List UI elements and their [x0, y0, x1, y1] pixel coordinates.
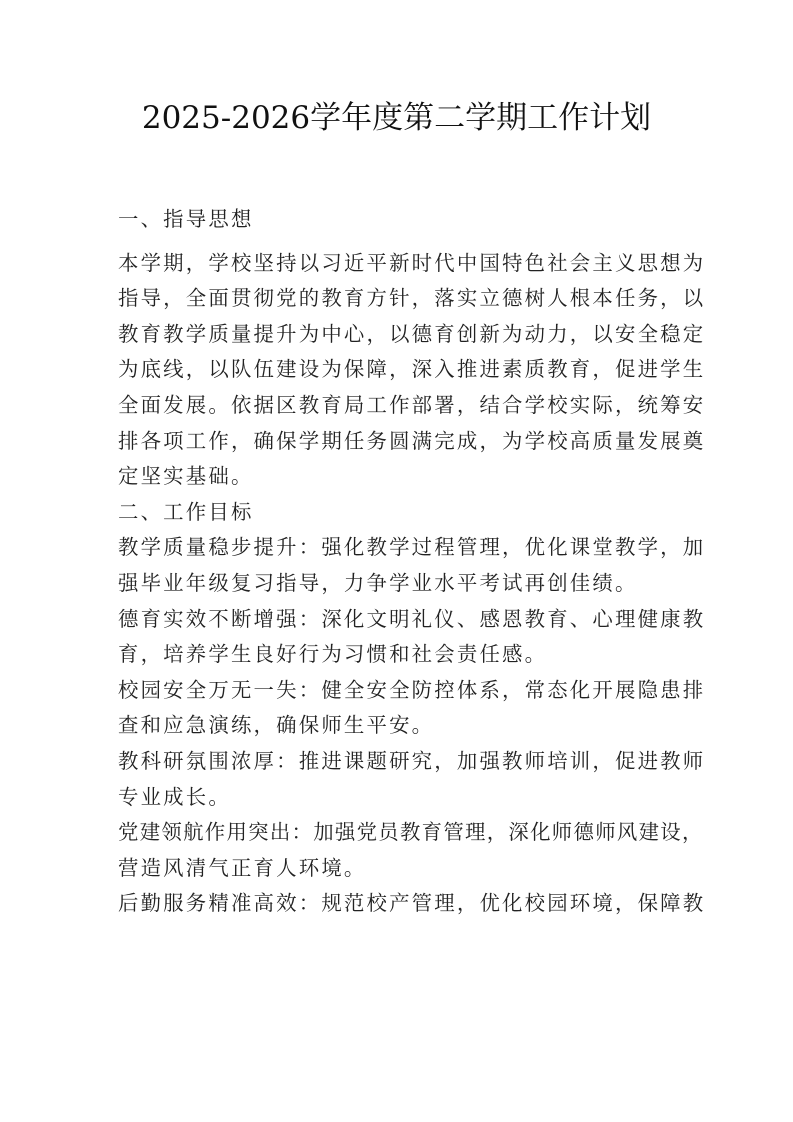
goal-item-line: 强毕业年级复习指导，力争学业水平考试再创佳绩。 — [118, 571, 638, 595]
goal-item-line: 教科研氛围浓厚：推进课题研究，加强教师培训，促进教师 — [118, 749, 706, 773]
goal-item-line: 专业成长。 — [118, 785, 231, 809]
goal-item-line: 育，培养学生良好行为习惯和社会责任感。 — [118, 642, 548, 666]
goal-item-line: 教学质量稳步提升：强化教学过程管理，优化课堂教学，加 — [118, 535, 706, 559]
paragraph-line: 排各项工作，确保学期任务圆满完成，为学校高质量发展奠 — [118, 429, 706, 453]
section-heading-guiding-ideology: 一、指导思想 — [118, 207, 254, 231]
goal-item-line: 营造风清气正育人环境。 — [118, 856, 367, 880]
paragraph-line: 为底线，以队伍建设为保障，深入推进素质教育，促进学生 — [118, 357, 706, 381]
goal-item-line: 德育实效不断增强：深化文明礼仪、感恩教育、心理健康教 — [118, 607, 706, 631]
goal-item-line: 校园安全万无一失：健全安全防控体系，常态化开展隐患排 — [118, 678, 706, 702]
section-heading-work-goals: 二、工作目标 — [118, 500, 254, 524]
goal-item-line: 党建领航作用突出：加强党员教育管理，深化师德师风建设， — [118, 820, 704, 844]
paragraph-line: 指导，全面贯彻党的教育方针，落实立德树人根本任务，以 — [118, 286, 706, 310]
paragraph-line: 本学期，学校坚持以习近平新时代中国特色社会主义思想为 — [118, 251, 706, 275]
page-title: 2025-2026学年度第二学期工作计划 — [141, 100, 652, 136]
paragraph-line: 教育教学质量提升为中心，以德育创新为动力，以安全稳定 — [118, 322, 706, 346]
paragraph-line: 定坚实基础。 — [118, 464, 254, 488]
paragraph-line: 全面发展。依据区教育局工作部署，结合学校实际，统筹安 — [118, 393, 706, 417]
goal-item-line: 查和应急演练，确保师生平安。 — [118, 713, 435, 737]
goal-item-line: 后勤服务精准高效：规范校产管理，优化校园环境，保障教 — [118, 891, 706, 915]
